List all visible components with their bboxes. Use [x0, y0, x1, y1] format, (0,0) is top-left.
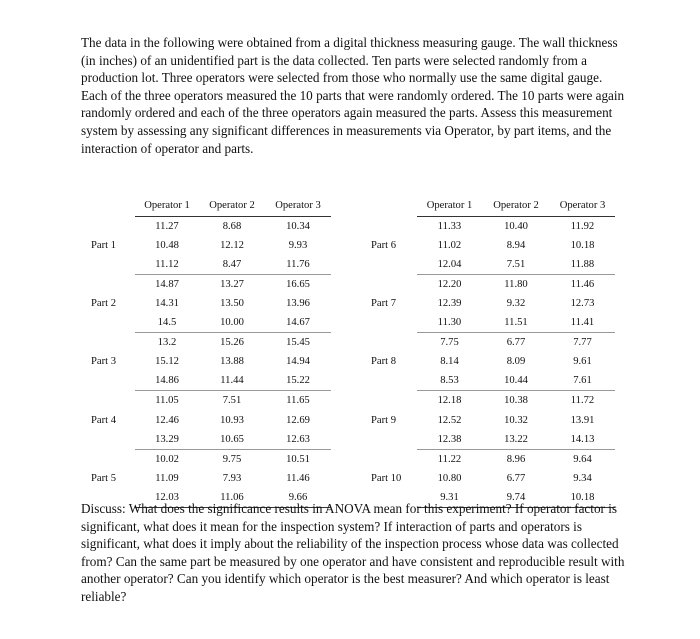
measurement-cell: 13.2 — [135, 333, 199, 353]
empty-cell — [85, 255, 135, 275]
measurement-cell: 11.41 — [570, 317, 595, 329]
problem-statement: The data in the following were obtained from a digital thickness measuring gauge. The wall thickness (in inches) of an unidentified part is the data collected. Ten parts were selected randomly from a production lot. Three operators were selected from those who normally use the same digital gauge. Each of the three operators measured the 10 parts that were randomly ordered. The 10 parts were again randomly ordered and each of the three operators again measured the parts. Assess this measurement system by assessing any significant differences in measurements via Operator, by part items, and the interaction of operator and parts. — [81, 35, 625, 156]
table-row — [85, 255, 331, 275]
measurement-cell: 8.14 — [440, 356, 459, 368]
measurement-cell: 10.02 — [135, 449, 199, 469]
measurement-cell: 11.76 — [286, 258, 310, 270]
table-row — [365, 469, 615, 488]
table-row — [365, 430, 615, 450]
measurement-cell: 7.51 — [199, 391, 265, 411]
table-row — [85, 333, 331, 353]
measurement-cell: 16.65 — [265, 274, 331, 294]
header-operator-3: Operator 3 — [550, 197, 615, 216]
measurement-cell: 12.69 — [286, 414, 310, 426]
part-label: Part 9 — [371, 414, 397, 426]
table-row — [365, 255, 615, 275]
table-row — [365, 371, 615, 391]
header-operator-3: Operator 3 — [265, 197, 331, 216]
measurement-cell: 11.05 — [135, 391, 199, 411]
measurement-cell: 11.88 — [570, 258, 595, 270]
measurement-cell: 12.38 — [437, 433, 462, 445]
measurement-cell: 10.18 — [570, 239, 595, 251]
part-label: Part 2 — [91, 298, 117, 310]
measurement-cell: 12.18 — [417, 391, 482, 411]
part-label: Part 5 — [91, 472, 117, 484]
measurement-cell: 6.77 — [482, 333, 550, 353]
discussion-questions: Discuss: What does the significance results in ANOVA mean for this experiment? If operator factor is significant, what does it mean for the inspection system? If interaction of parts and operators is significant, what does it imply about the reliability of the inspection process whose data was collected from? Can the same part be measured by one operator and have consistent and reproducible result with another operator? Can you identify which operator is the best measurer? And which operator is least reliable? — [81, 501, 625, 604]
measurement-cell: 12.46 — [155, 414, 179, 426]
measurement-cell: 10.32 — [504, 414, 528, 426]
table-row — [85, 274, 331, 294]
measurement-cell: 11.12 — [155, 258, 179, 270]
measurement-cell: 11.92 — [570, 220, 595, 232]
measurement-cell: 11.51 — [504, 317, 528, 329]
measurement-cell: 12.63 — [286, 433, 310, 445]
table-row — [85, 411, 331, 430]
table-row — [85, 216, 331, 236]
table-row — [365, 313, 615, 333]
empty-cell — [365, 255, 417, 275]
measurement-cell: 9.93 — [288, 239, 308, 251]
measurement-cell: 14.86 — [155, 375, 179, 387]
measurement-cell: 15.45 — [265, 333, 331, 353]
part-label: Part 4 — [91, 414, 117, 426]
table-row — [85, 236, 331, 255]
measurement-cell: 10.48 — [155, 239, 179, 251]
measurement-cell: 11.22 — [417, 449, 482, 469]
table-row — [85, 371, 331, 391]
table-row — [365, 449, 615, 469]
measurement-cell: 11.27 — [155, 220, 179, 232]
measurement-cell: 12.73 — [570, 298, 595, 310]
empty-cell — [85, 333, 135, 353]
empty-cell — [365, 371, 417, 391]
empty-cell — [85, 313, 135, 333]
measurement-cell: 13.88 — [220, 356, 244, 368]
measurement-cell: 7.77 — [550, 333, 615, 353]
part-label: Part 7 — [371, 298, 397, 310]
measurement-cell: 7.51 — [506, 258, 526, 270]
measurement-cell: 10.18 — [550, 488, 615, 508]
measurement-cell: 10.44 — [504, 375, 528, 387]
table-row — [85, 449, 331, 469]
table-row — [85, 294, 331, 313]
measurement-cell: 10.38 — [482, 391, 550, 411]
data-table-parts-1-5 — [85, 197, 331, 508]
measurement-cell: 14.94 — [286, 356, 310, 368]
measurement-cell: 9.74 — [482, 488, 550, 508]
part-label: Part 3 — [91, 356, 117, 368]
measurement-cell: 11.72 — [550, 391, 615, 411]
measurement-cell: 12.39 — [437, 298, 462, 310]
table-row — [365, 411, 615, 430]
measurement-cell: 9.32 — [506, 298, 526, 310]
part-label: Part 8 — [371, 356, 397, 368]
measurement-cell: 12.20 — [417, 274, 482, 294]
measurement-cell: 11.80 — [482, 274, 550, 294]
empty-cell — [85, 449, 135, 469]
header-operator-1: Operator 1 — [135, 197, 199, 216]
measurement-cell: 11.46 — [286, 472, 310, 484]
empty-cell — [365, 430, 417, 450]
measurement-cell: 9.66 — [265, 488, 331, 508]
measurement-cell: 11.33 — [437, 220, 462, 232]
data-table-parts-6-10 — [365, 197, 615, 508]
measurement-cell: 9.34 — [573, 472, 592, 484]
table-row — [85, 430, 331, 450]
measurement-cell: 13.96 — [286, 298, 310, 310]
part-label: Part 10 — [371, 472, 402, 484]
measurement-cell: 8.47 — [222, 258, 242, 270]
measurement-cell: 14.67 — [286, 317, 310, 329]
measurement-cell: 13.29 — [155, 433, 179, 445]
table-row — [365, 391, 615, 411]
measurement-cell: 7.93 — [222, 472, 242, 484]
measurement-cell: 14.13 — [570, 433, 595, 445]
part-label: Part 1 — [91, 239, 117, 251]
measurement-cell: 14.87 — [135, 274, 199, 294]
measurement-cell: 13.50 — [220, 298, 244, 310]
measurement-cell: 8.53 — [440, 375, 459, 387]
measurement-cell: 14.5 — [157, 317, 177, 329]
header-operator-2: Operator 2 — [199, 197, 265, 216]
empty-cell — [365, 333, 417, 353]
empty-cell — [85, 430, 135, 450]
measurement-cell: 11.06 — [199, 488, 265, 508]
measurement-cell: 15.22 — [286, 375, 310, 387]
measurement-cell: 11.02 — [437, 239, 462, 251]
measurement-cell: 8.09 — [506, 356, 526, 368]
table-row — [365, 333, 615, 353]
measurement-cell: 9.61 — [573, 356, 592, 368]
measurement-cell: 10.51 — [265, 449, 331, 469]
empty-cell — [85, 274, 135, 294]
measurement-cell: 11.09 — [155, 472, 179, 484]
measurement-cell: 11.46 — [550, 274, 615, 294]
measurement-cell: 9.64 — [550, 449, 615, 469]
empty-cell — [365, 391, 417, 411]
table-row — [85, 469, 331, 488]
header-operator-2: Operator 2 — [482, 197, 550, 216]
measurement-cell: 11.44 — [220, 375, 244, 387]
measurement-cell: 12.04 — [437, 258, 462, 270]
measurement-cell: 10.80 — [437, 472, 462, 484]
measurement-cell: 14.31 — [155, 298, 179, 310]
table-row — [85, 313, 331, 333]
measurement-cell: 11.30 — [437, 317, 462, 329]
measurement-cell: 6.77 — [506, 472, 526, 484]
table-row — [85, 352, 331, 371]
table-row — [365, 216, 615, 236]
measurement-cell: 11.65 — [265, 391, 331, 411]
empty-cell — [365, 313, 417, 333]
empty-cell — [365, 216, 417, 236]
measurement-cell: 10.40 — [504, 220, 528, 232]
measurement-cell: 15.12 — [155, 356, 179, 368]
empty-cell — [85, 371, 135, 391]
measurement-cell: 10.00 — [220, 317, 244, 329]
measurement-cell: 10.93 — [220, 414, 244, 426]
header-operator-1: Operator 1 — [417, 197, 482, 216]
measurement-cell: 15.26 — [199, 333, 265, 353]
measurement-cell: 8.68 — [222, 220, 242, 232]
table-row — [365, 274, 615, 294]
table-row — [365, 294, 615, 313]
measurement-cell: 8.96 — [482, 449, 550, 469]
measurement-cell: 8.94 — [506, 239, 526, 251]
measurement-cell: 9.31 — [417, 488, 482, 508]
measurement-cell: 13.27 — [199, 274, 265, 294]
measurement-cell: 10.34 — [286, 220, 310, 232]
measurement-cell: 7.61 — [573, 375, 592, 387]
measurement-cell: 9.75 — [199, 449, 265, 469]
measurement-cell: 12.03 — [135, 488, 199, 508]
measurement-cell: 13.91 — [570, 414, 595, 426]
table-row — [85, 391, 331, 411]
measurement-cell: 12.52 — [437, 414, 462, 426]
table-row — [365, 236, 615, 255]
part-label: Part 6 — [371, 239, 397, 251]
empty-cell — [85, 216, 135, 236]
empty-cell — [365, 274, 417, 294]
table-header-row — [365, 197, 615, 216]
empty-cell — [365, 449, 417, 469]
measurement-cell: 13.22 — [504, 433, 528, 445]
measurement-cell: 7.75 — [417, 333, 482, 353]
measurement-cell: 12.12 — [220, 239, 244, 251]
table-row — [365, 352, 615, 371]
measurement-cell: 10.65 — [220, 433, 244, 445]
empty-cell — [85, 391, 135, 411]
table-header-row — [85, 197, 331, 216]
